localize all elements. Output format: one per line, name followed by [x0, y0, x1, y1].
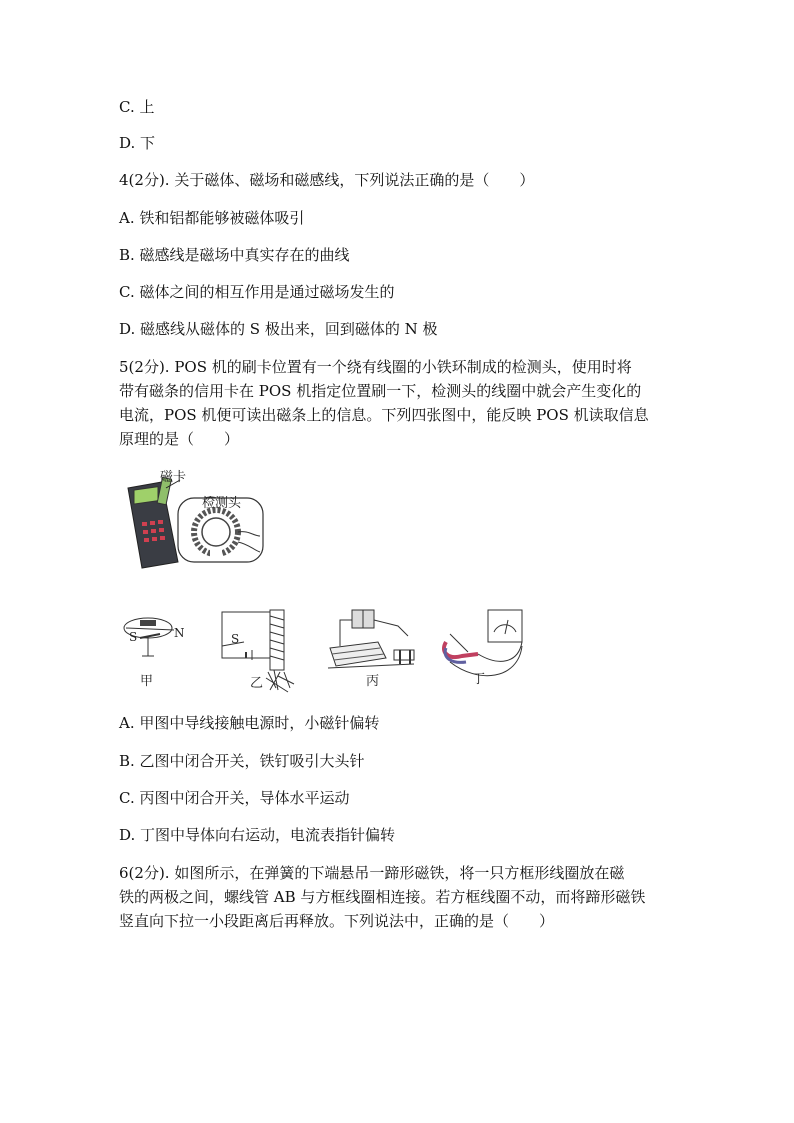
- diagram-label-ding: 丁: [472, 672, 486, 687]
- compass-n-label: N: [174, 626, 185, 640]
- q5-stem-line-2: 带有磁条的信用卡在 POS 机指定位置刷一下，检测头的线圈中就会产生变化的: [119, 382, 642, 400]
- pos-machine-illustration: [120, 470, 270, 570]
- q4-option-b: B. 磁感线是磁场中真实存在的曲线: [119, 246, 350, 264]
- q5-option-a: A. 甲图中导线接触电源时，小磁针偏转: [119, 714, 380, 732]
- pos-head-label: 检测头: [202, 496, 242, 511]
- q6-stem-line-3: 竖直向下拉一小段距离后再释放。下列说法中，正确的是（ ）: [119, 912, 555, 930]
- q6-stem-line-1: 6(2分). 如图所示，在弹簧的下端悬吊一蹄形磁铁，将一只方框形线圈放在磁: [119, 864, 625, 882]
- switch-s-label: S: [231, 632, 240, 646]
- four-diagrams-figure: [118, 606, 538, 698]
- pos-machine-figure: [120, 470, 270, 570]
- q5-stem-line-1: 5(2分). POS 机的刷卡位置有一个绕有线圈的小铁环制成的检测头，使用时将: [119, 358, 632, 376]
- q3-option-d: D. 下: [119, 134, 156, 152]
- q4-option-a: A. 铁和铝都能够被磁体吸引: [119, 209, 305, 227]
- q5-option-b: B. 乙图中闭合开关，铁钉吸引大头针: [119, 752, 365, 770]
- q5-stem-line-3: 电流，POS 机便可读出磁条上的信息。下列四张图中，能反映 POS 机读取信息: [119, 406, 649, 424]
- q4-option-d: D. 磁感线从磁体的 S 极出来，回到磁体的 N 极: [119, 320, 438, 338]
- q4-option-c: C. 磁体之间的相互作用是通过磁场发生的: [119, 283, 395, 301]
- q3-option-c: C. 上: [119, 98, 155, 116]
- q6-stem-line-2: 铁的两极之间，螺线管 AB 与方框线圈相连接。若方框线圈不动，而将蹄形磁铁: [119, 888, 646, 906]
- q5-stem-line-4: 原理的是（ ）: [119, 430, 240, 448]
- q5-option-d: D. 丁图中导体向右运动，电流表指针偏转: [119, 826, 396, 844]
- diagram-label-yi: 乙: [250, 676, 264, 691]
- diagram-label-jia: 甲: [140, 674, 154, 689]
- diagram-label-bing: 丙: [366, 674, 380, 689]
- pos-card-label: 磁卡: [160, 470, 187, 485]
- compass-s-label: S: [129, 630, 138, 644]
- q5-option-c: C. 丙图中闭合开关，导体水平运动: [119, 789, 350, 807]
- q4-stem: 4(2分). 关于磁体、磁场和磁感线，下列说法正确的是（ ）: [119, 171, 535, 189]
